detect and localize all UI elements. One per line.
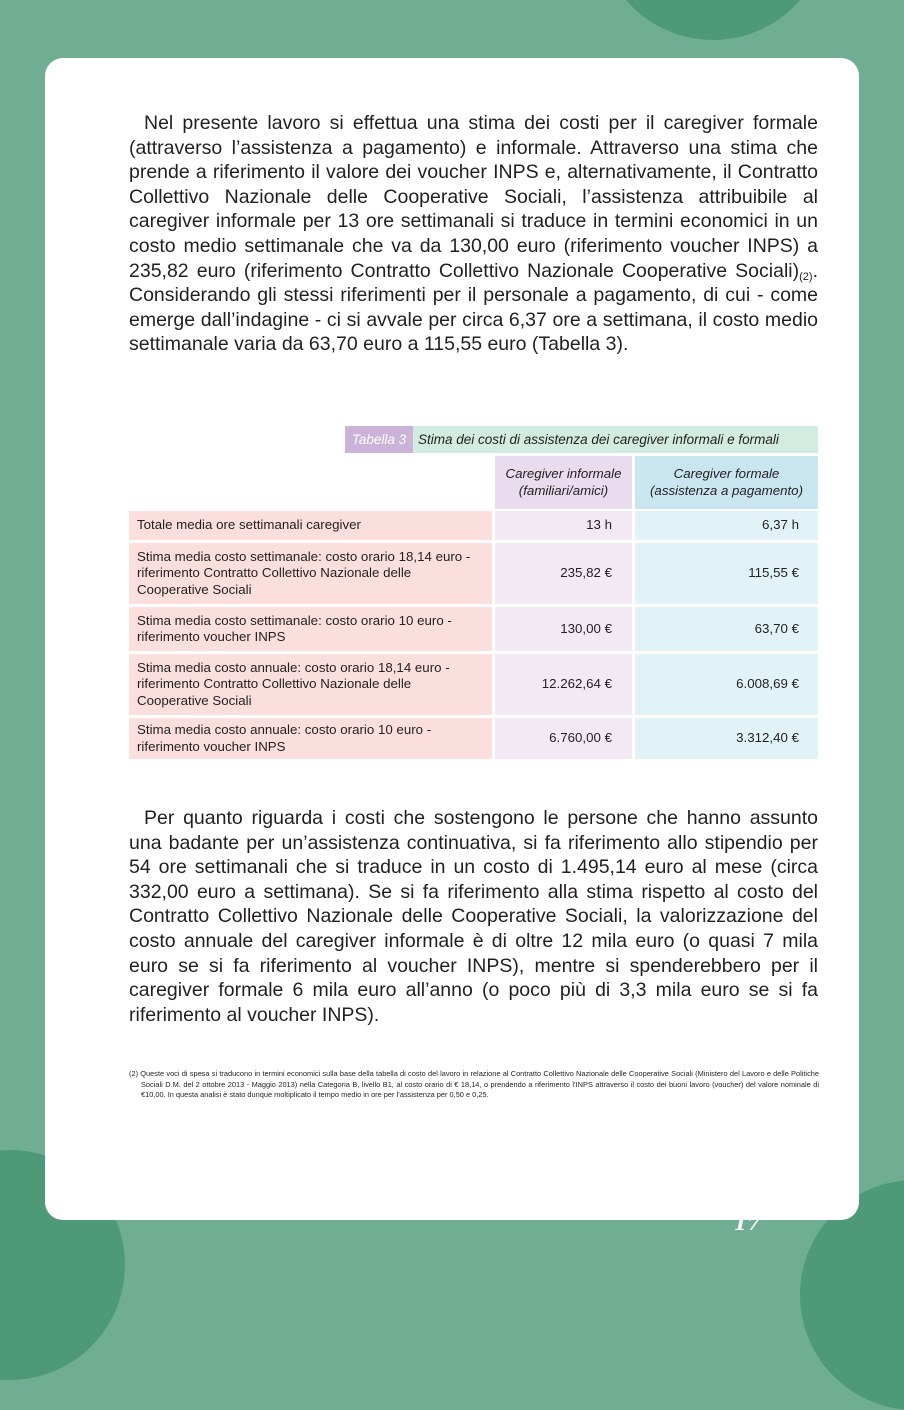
paragraph-badante: Per quanto riguarda i costi che sostengono le persone che hanno assunto una badante per un’assistenza continuativa, si fa riferimento allo stipendio per 54 ore settimanali che si traduce in un costo di 1.495,14 euro al mese (circa 332,00 euro a settimana). Se si fa riferimento alla stima rispetto al costo del Contratto Collettivo Nazionale delle Cooperative Sociali, la valorizzazione del costo annuale del caregiver informale è di oltre 12 mila euro (o quasi 7 mila euro se si fa riferimento al voucher INPS), mentre si spenderebbero per il caregiver formale 6 mila euro all’anno (o poco più di 3,3 mila euro se si fa riferimento al voucher INPS). <box>129 807 818 1026</box>
informal-value: 13 h <box>586 517 612 533</box>
decorative-circle-top <box>598 0 828 40</box>
row-label-text: Stima media costo annuale: costo orario 10 euro - riferimento voucher INPS <box>137 722 432 754</box>
row-value-formal <box>635 543 818 604</box>
page-number: 17 <box>733 1213 761 1235</box>
informal-value: 130,00 € <box>560 620 612 636</box>
formal-value: 6.008,69 € <box>736 676 799 692</box>
cost-table <box>129 456 818 759</box>
row-value-formal <box>635 511 818 540</box>
formal-value: 63,70 € <box>754 620 799 636</box>
table-caption <box>345 426 818 453</box>
row-label-text: Stima media costo settimanale: costo orario 18,14 euro - riferimento Contratto Collettivo Nazionale delle Cooperative Sociali <box>137 548 471 597</box>
header-informal-subtitle: (familiari/amici) <box>518 482 609 498</box>
row-label-text: Totale media ore settimanali caregiver <box>137 517 361 533</box>
header-informal-caregiver <box>495 456 632 509</box>
row-value-formal <box>635 718 818 759</box>
row-label <box>129 511 492 540</box>
row-value-formal <box>635 607 818 651</box>
row-label-text: Stima media costo settimanale: costo orario 10 euro - riferimento voucher INPS <box>137 612 452 644</box>
paragraph-intro-text-start: Nel presente lavoro si effettua una stima dei costi per il caregiver formale (attraverso l’assistenza a pagamento) e informale. Attraverso una stima che prende a riferimento il valore dei voucher INPS e, alternativamente, il Contratto Collettivo Nazionale delle Cooperative Sociali, l’assistenza attribuibile al caregiver informale per 13 ore settimanali si traduce in termini economici in un costo medio settimanale che va da 130,00 euro (riferimento voucher INPS) a 235,82 euro (riferimento Contratto Collettivo Nazionale Cooperative Sociali) <box>129 112 818 282</box>
informal-value: 12.262,64 € <box>541 676 612 692</box>
header-formal-title: Caregiver formale <box>673 466 780 481</box>
row-value-informal <box>495 607 632 651</box>
header-formal-caregiver <box>635 456 818 509</box>
row-label <box>129 543 492 604</box>
footnote-2: (2) Queste voci di spesa si traducono in termini economici sulla base della tabella di costo del lavoro in relazione al Contratto Collettivo Nazionale delle Cooperative Sociali (Ministero del Lavoro e delle Politiche Sociali D.M. del 2 ottobre 2013 - Maggio 2013) nella Categoria B, livello B1, al costo orario di € 18,14, o prendendo a riferimento l’INPS attraverso il costo dei buoni lavoro (voucher) del valore nominale di €10,00. In questa analisi è stato dunque moltiplicato il tempo medio in ore per l’assistenza per 0,50 e 0,25. <box>129 1069 819 1099</box>
formal-value: 115,55 € <box>748 565 799 581</box>
informal-value: 6.760,00 € <box>549 730 612 746</box>
row-label <box>129 718 492 759</box>
header-informal-title: Caregiver informale <box>505 466 622 481</box>
row-value-informal <box>495 654 632 715</box>
row-value-informal <box>495 511 632 540</box>
table-title: Stima dei costi di assistenza dei caregiver informali e formali <box>413 426 818 453</box>
paragraph-intro-text-end: . Considerando gli stessi riferimenti per il personale a pagamento, di cui - come emerge dall’indagine - ci si avvale per circa 6,37 ore a settimana, il costo medio settimanale varia da 63,70 euro a 115,55 euro (Tabella 3). <box>129 259 818 356</box>
footnote-ref-2: (2) <box>799 270 813 283</box>
row-label-text: Stima media costo annuale: costo orario 18,14 euro - riferimento Contratto Collettivo Nazionale delle Cooperative Sociali <box>137 659 450 708</box>
row-label <box>129 654 492 715</box>
row-value-informal <box>495 543 632 604</box>
formal-value: 6,37 h <box>762 517 799 533</box>
row-value-informal <box>495 718 632 759</box>
row-label <box>129 607 492 651</box>
header-formal-subtitle: (assistenza a pagamento) <box>650 482 803 498</box>
informal-value: 235,82 € <box>560 565 612 581</box>
formal-value: 3.312,40 € <box>736 730 799 746</box>
paragraph-intro <box>129 111 818 357</box>
table-number-tag: Tabella 3 <box>345 426 413 453</box>
row-value-formal <box>635 654 818 715</box>
